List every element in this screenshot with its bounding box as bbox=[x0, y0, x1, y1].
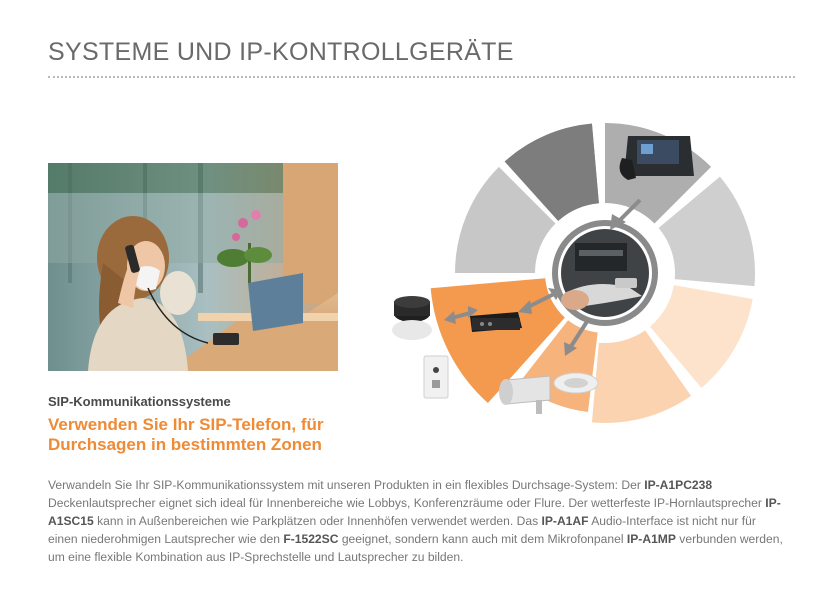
horn-speaker-icon bbox=[499, 376, 550, 414]
ip-phone-icon bbox=[620, 136, 694, 180]
ceiling-speaker-white-icon bbox=[554, 373, 598, 393]
body-text-4: Audio-Interface ist nicht nur für einen niederohmigen Lautsprecher wie den bbox=[48, 514, 756, 546]
body-text-6: verbunden werden, um eine flexible Kombination aus IP-Sprechstelle und Lautsprecher zu bilden. bbox=[48, 532, 783, 564]
title-divider bbox=[48, 76, 795, 78]
reception-photo bbox=[48, 163, 338, 371]
network-hub bbox=[555, 223, 655, 323]
section-headline: Verwenden Sie Ihr SIP-Telefon, für Durchsagen in bestimmten Zonen bbox=[48, 415, 324, 454]
body-text-1: Verwandeln Sie Ihr SIP-Kommunikationssystem mit unseren Produkten in ein flexibles Durchsage-System: Der bbox=[48, 478, 645, 492]
body-paragraph bbox=[48, 476, 788, 566]
product-ip-a1af: IP-A1AF bbox=[541, 514, 589, 528]
section-subhead: SIP-Kommunikationssysteme bbox=[48, 394, 231, 409]
ceiling-speaker-icon bbox=[392, 296, 432, 340]
system-diagram bbox=[360, 118, 760, 448]
product-f-1522sc: F-1522SC bbox=[283, 532, 339, 546]
product-ip-a1mp: IP-A1MP bbox=[626, 532, 676, 546]
body-text-3: kann in Außenbereichen wie Parkplätzen oder Innenhöfen verwendet werden. Das bbox=[93, 514, 542, 528]
body-text-5: geeignet, sondern kann auch mit dem Mikrofonpanel bbox=[338, 532, 627, 546]
product-ip-a1pc238: IP-A1PC238 bbox=[644, 478, 713, 492]
product-ip-a1sc15: IP-A1SC15 bbox=[48, 496, 781, 528]
body-text-2: Deckenlautsprecher eignet sich ideal für Innenbereiche wie Lobbys, Konferenzräume oder Flure. Der wetterfeste IP-Hornlautsprecher bbox=[48, 496, 766, 510]
microphone-panel-icon bbox=[424, 356, 448, 398]
page-title: SYSTEME UND IP-KONTROLLGERÄTE bbox=[48, 38, 514, 66]
